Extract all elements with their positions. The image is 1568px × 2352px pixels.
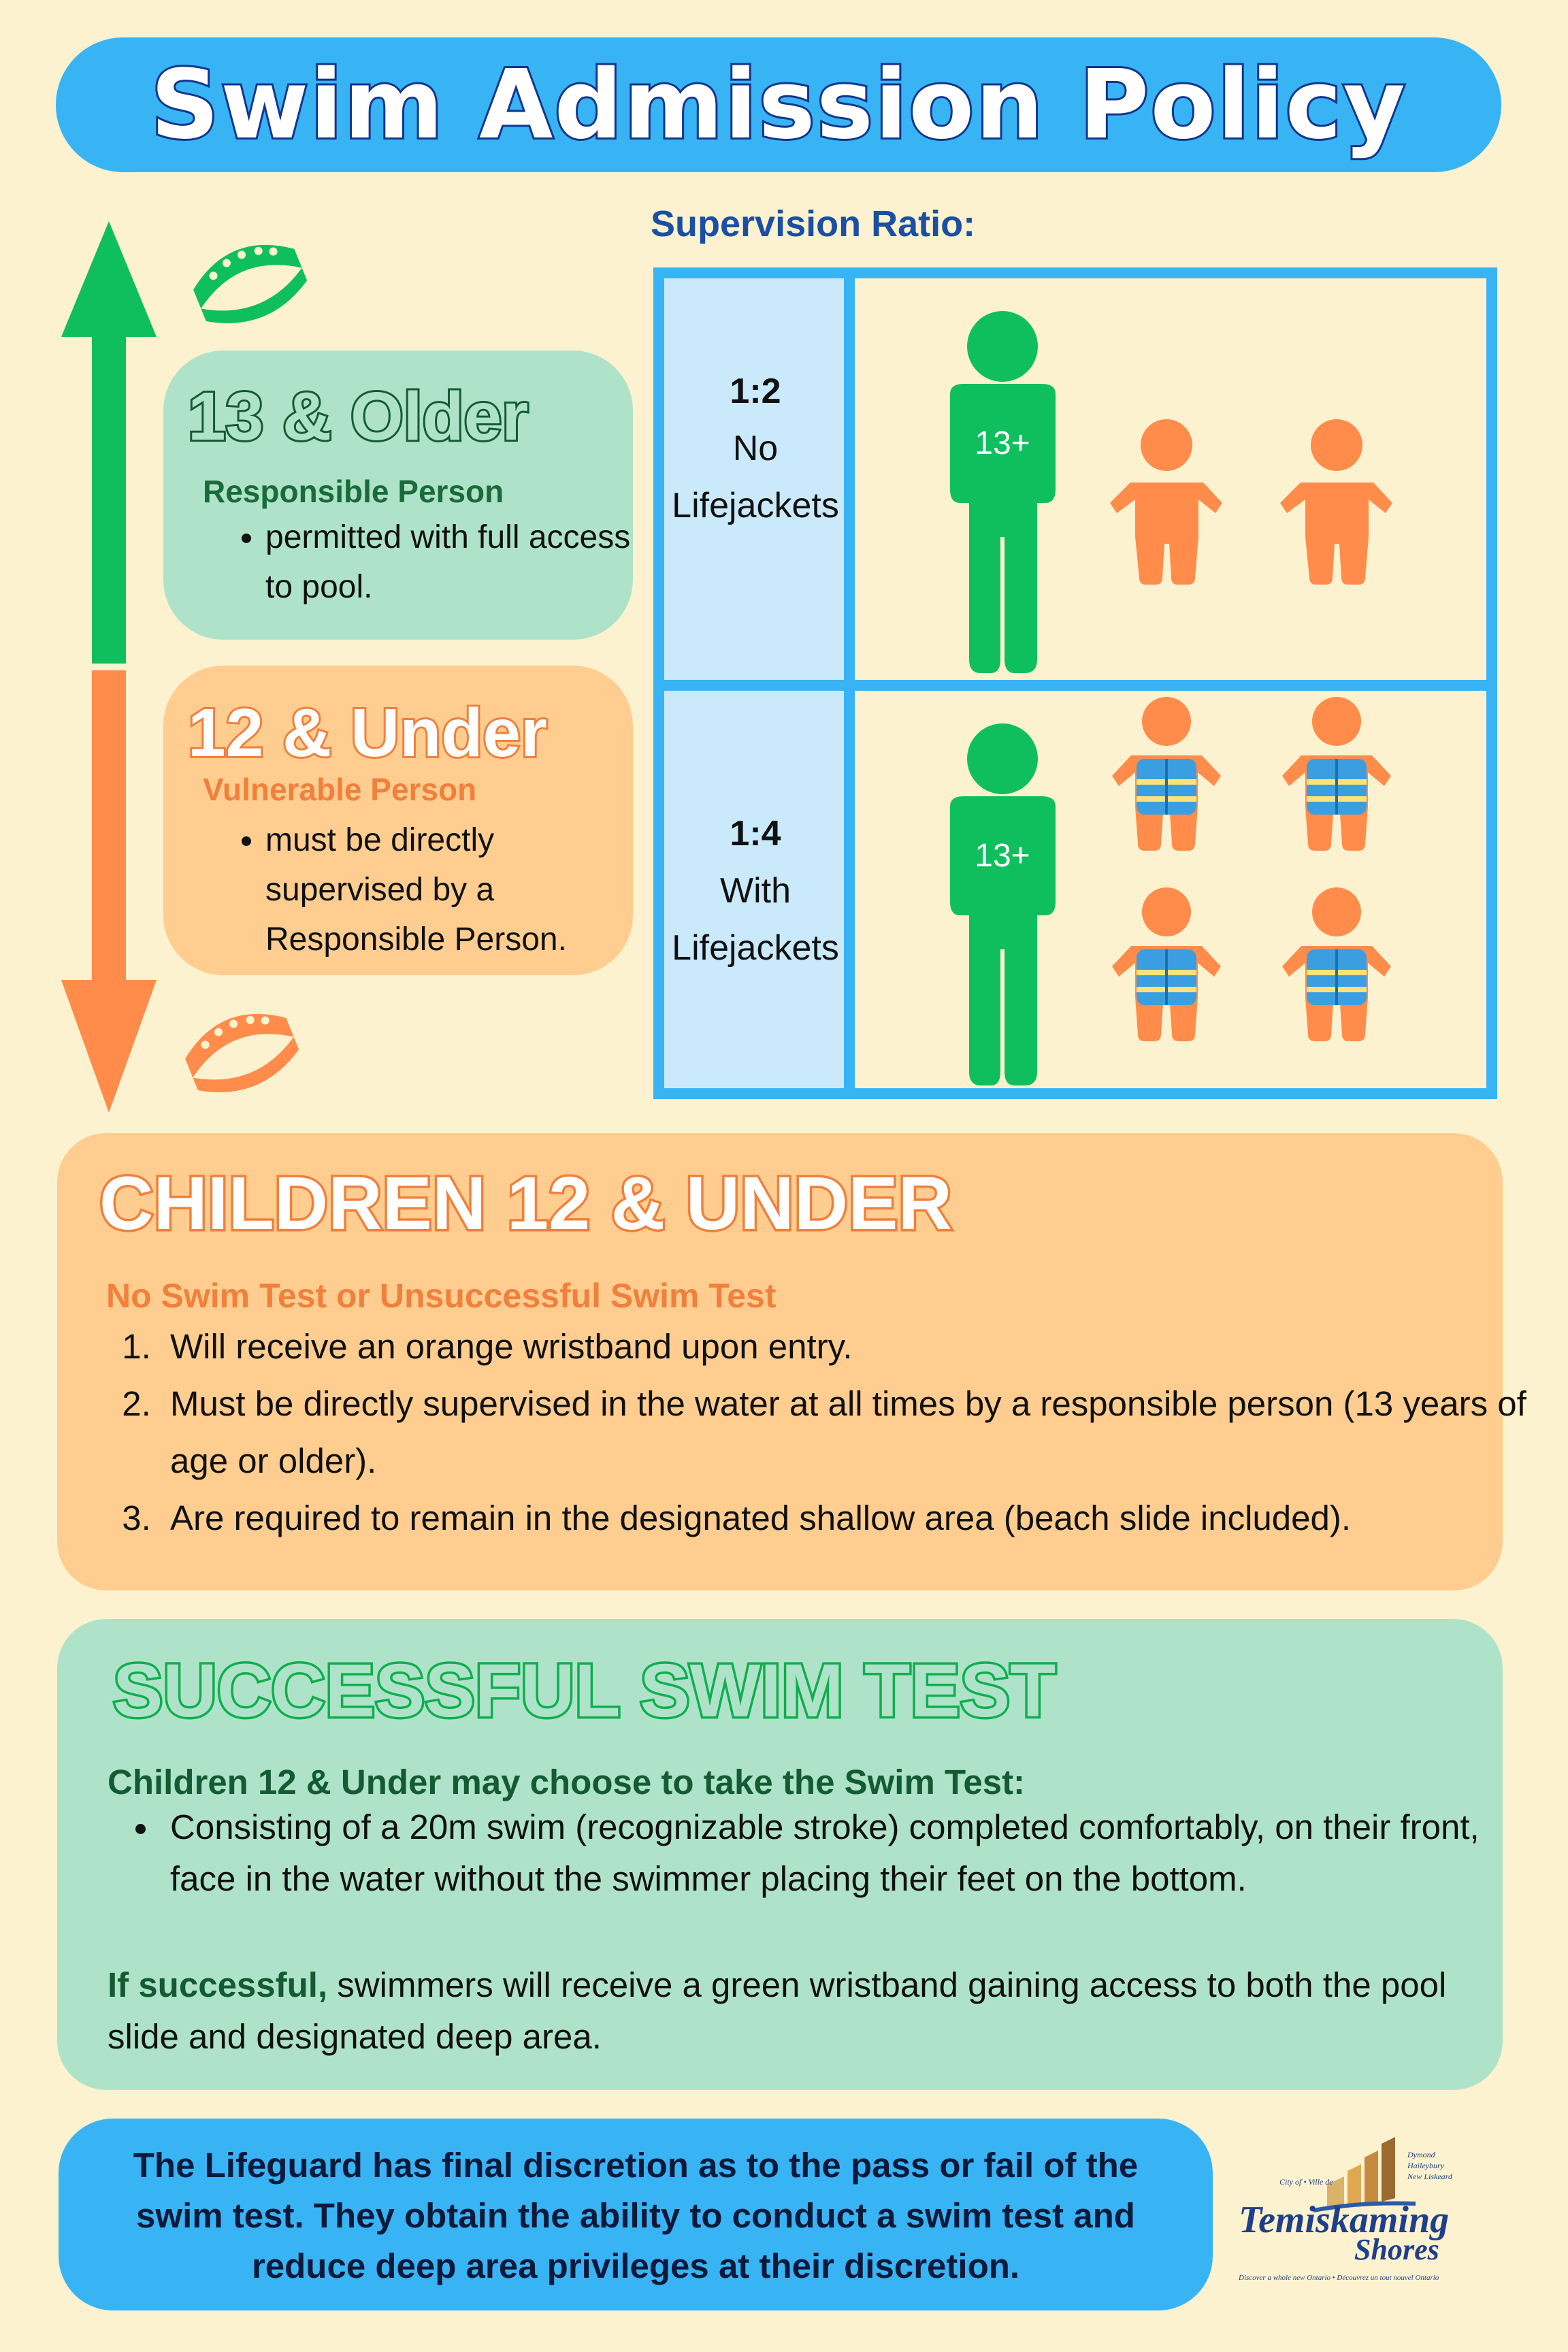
ratio-row-2-value: 1:4 [730,814,781,853]
arrow-down-orange [61,670,157,1113]
children-subheading: No Swim Test or Unsuccessful Swim Test [106,1277,777,1315]
arrow-up-green [61,221,157,664]
swim-test-heading: SUCCESSFUL SWIM TEST [113,1649,1056,1733]
younger-heading: 12 & Under [188,695,547,771]
swim-test-note-bold: If successful, [108,1965,328,2004]
child-lifejacket-icon [1282,697,1391,851]
ratio-row-2-line1: With [720,871,791,911]
ratio-row-1-figures [855,278,1494,680]
younger-age-card [163,666,633,975]
logo-town-2: Haileybury [1407,2161,1444,2170]
child-figure-icon [1110,419,1222,585]
older-subheading: Responsible Person [203,474,504,509]
title-banner [56,37,1501,172]
children-heading: CHILDREN 12 & UNDER [99,1162,952,1245]
child-figure-icon [1280,419,1392,585]
ratio-row-2-line2: Lifejackets [672,928,839,968]
children-rule: 1. Will receive an orange wristband upon entry. [161,1318,1535,1375]
logo-top-line: City of • Ville de [1279,2177,1333,2187]
logo-town-3: New Liskeard [1407,2172,1452,2181]
orange-wristband-icon [170,990,313,1099]
older-age-card [163,350,633,640]
logo-town-1: Dymond [1407,2150,1435,2159]
child-lifejacket-icon [1282,887,1391,1041]
logo-name-line1: Temiskaming [1239,2199,1450,2241]
ratio-row-1-value: 1:2 [730,372,781,411]
adult-figure-icon [950,723,1056,1085]
ratio-row-1-line2: Lifejackets [672,486,839,525]
children-rule: 3. Are required to remain in the designated shallow area (beach slide included). [161,1490,1535,1547]
temiskaming-shores-logo [1225,2137,1497,2300]
older-bullets [203,512,647,612]
logo-tagline: Discover a whole new Ontario • Découvrez un tout nouvel Ontario [1239,2274,1439,2282]
swim-test-section [57,1619,1503,2090]
younger-subheading: Vulnerable Person [203,772,477,807]
swim-test-note-text: swimmers will receive a green wristband gaining access to both the pool slide and designated deep area. [108,1965,1447,2056]
older-heading: 13 & Older [188,378,529,455]
swim-test-note [108,1959,1469,2063]
ratio-row-2-figures [855,691,1494,1092]
ratio-row-1-line1: No [732,429,779,468]
children-rules-list [98,1318,1535,1547]
swim-test-subheading: Children 12 & Under may choose to take the Swim Test: [108,1763,1026,1801]
children-section [57,1133,1526,1590]
age-arrow [54,221,163,1113]
page-title: Swim Admission Policy [150,49,1407,161]
younger-bullet: • must be directly supervised by a Responsible Person. [265,815,647,964]
younger-bullets [203,815,647,964]
supervision-title: Supervision Ratio: [651,203,976,244]
children-rule: 2. Must be directly supervised in the water at all times by a responsible person (13 years of age or older). [161,1375,1535,1490]
footer-text: The Lifeguard has final discretion as to the pass or fail of the swim test. They obtain the ability to conduct a swim test and reduce deep area privileges at their discretion. [133,2146,1139,2285]
child-lifejacket-icon [1112,697,1221,851]
ratio-table [653,267,1497,1099]
adult-figure-label: 13+ [975,838,1030,874]
ratio-row-1-label [647,363,864,534]
swim-test-criterion: • Consisting of a 20m swim (recognizable stroke) completed comfortably, on their front, face in the water without the swimmer placing their feet on the bottom. [161,1801,1522,1905]
adult-figure-label: 13+ [975,425,1030,461]
child-lifejacket-icon [1112,887,1221,1041]
swim-test-criteria [98,1801,1522,1905]
footer-banner [59,2119,1213,2310]
older-bullet: • permitted with full access to pool. [265,512,647,612]
logo-name-line2: Shores [1354,2233,1439,2266]
adult-figure-icon [950,311,1056,673]
green-wristband-icon [178,221,314,330]
ratio-row-2-label [647,805,864,977]
